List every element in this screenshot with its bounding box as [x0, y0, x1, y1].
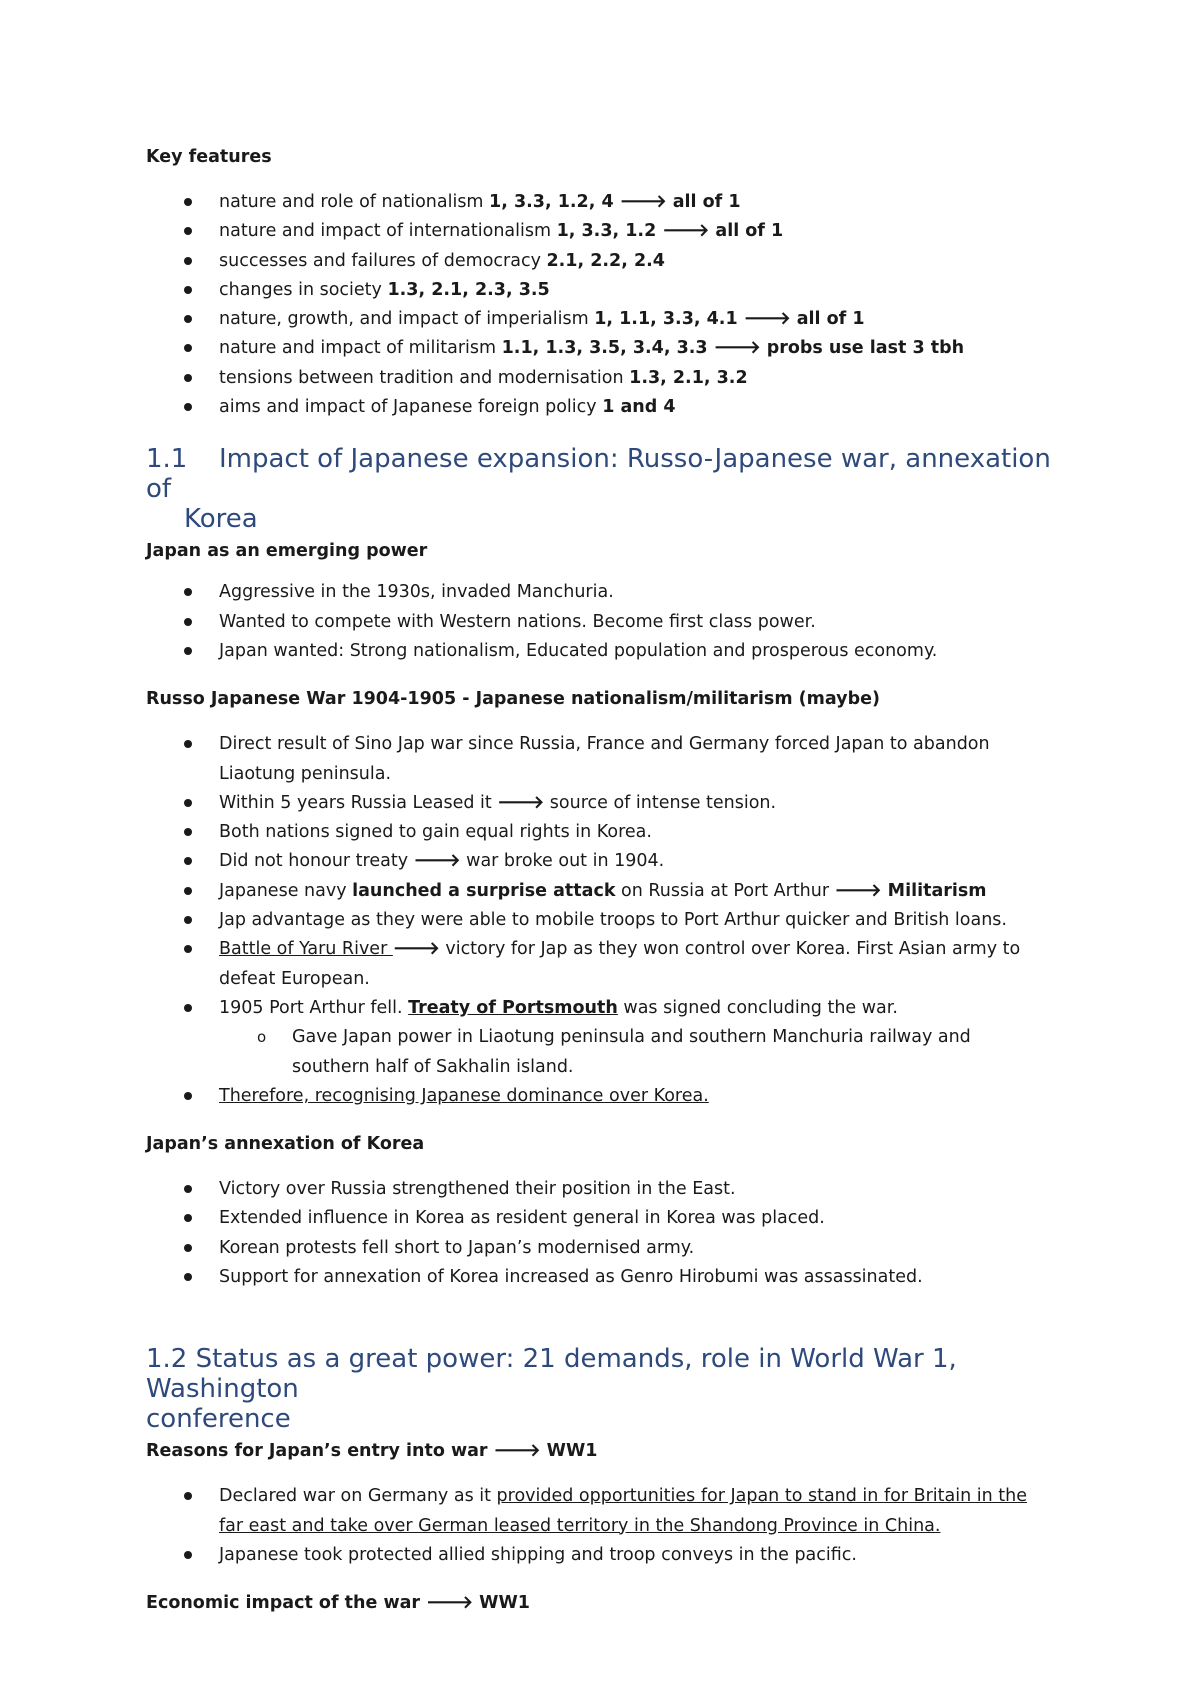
- bullet-icon: [184, 1492, 192, 1500]
- list-item: nature and impact of internationalism 1, 3.3, 1.2 🡒 all of 1: [146, 217, 1066, 246]
- list-item: Within 5 years Russia Leased it 🡒 source of intense tension.: [146, 789, 1066, 818]
- list-item: Japanese took protected allied shipping and troop conveys in the pacific.: [146, 1541, 1066, 1570]
- list-item: Declared war on Germany as it provided opportunities for Japan to stand in for Britain in the far east and take over German leased territory in the Shandong Province in China.: [146, 1482, 1066, 1541]
- bullet-icon: [184, 1551, 192, 1559]
- subheading-economic-impact: Economic impact of the war 🡒 WW1: [146, 1593, 530, 1614]
- bullet-icon: [184, 286, 192, 294]
- bullet-icon: [184, 945, 192, 953]
- list-item: Direct result of Sino Jap war since Russia, France and Germany forced Japan to abandon Liaotung peninsula.: [146, 730, 1066, 789]
- document-body: [146, 146, 1066, 1634]
- list-item: 1905 Port Arthur fell. Treaty of Portsmouth was signed concluding the war. o Gave Japan power in Liaotung peninsula and southern Manchuria railway and southern half of Sakhalin island.: [146, 994, 1066, 1082]
- bullet-icon: [184, 799, 192, 807]
- bullet-icon: [184, 227, 192, 235]
- bullet-icon: [184, 647, 192, 655]
- arrow-icon: 🡒: [619, 192, 667, 212]
- bullet-icon: [184, 916, 192, 924]
- list-item: Both nations signed to gain equal rights in Korea.: [146, 818, 1066, 847]
- bullet-icon: [184, 374, 192, 382]
- arrow-icon: 🡒: [497, 792, 545, 813]
- bullet-icon: [184, 588, 192, 596]
- list-item: aims and impact of Japanese foreign policy 1 and 4: [146, 393, 1066, 422]
- bullet-icon: [184, 1214, 192, 1222]
- list-item: successes and failures of democracy 2.1, 2.2, 2.4: [146, 247, 1066, 276]
- list-item: Japan wanted: Strong nationalism, Educated population and prosperous economy.: [146, 637, 1066, 666]
- subheading-annexation-korea: Japan’s annexation of Korea: [146, 1134, 425, 1155]
- bullet-icon: [184, 1092, 192, 1100]
- emerging-power-list: [146, 578, 1066, 666]
- list-item: Did not honour treaty 🡒 war broke out in 1904.: [146, 847, 1066, 876]
- list-item: Wanted to compete with Western nations. Become first class power.: [146, 608, 1066, 637]
- bullet-icon: [184, 1244, 192, 1252]
- list-item: Extended influence in Korea as resident general in Korea was placed.: [146, 1204, 1066, 1233]
- bullet-icon: [184, 198, 192, 206]
- bullet-icon: [184, 1273, 192, 1281]
- arrow-icon: 🡒: [834, 880, 882, 901]
- list-item: Japanese navy launched a surprise attack on Russia at Port Arthur 🡒 Militarism: [146, 877, 1066, 906]
- list-item: tensions between tradition and modernisation 1.3, 2.1, 3.2: [146, 364, 1066, 393]
- list-item: Jap advantage as they were able to mobile troops to Port Arthur quicker and British loans.: [146, 906, 1066, 935]
- annexation-list: [146, 1175, 1066, 1292]
- entry-into-war-list: [146, 1482, 1066, 1570]
- russo-japanese-war-list: [146, 730, 1066, 1111]
- bullet-icon: [184, 257, 192, 265]
- sub-list-item: o Gave Japan power in Liaotung peninsula and southern Manchuria railway and southern half of Sakhalin island.: [257, 1027, 971, 1077]
- bullet-icon: [184, 887, 192, 895]
- bullet-icon: [184, 1004, 192, 1012]
- list-item: Support for annexation of Korea increased as Genro Hirobumi was assassinated.: [146, 1263, 1066, 1292]
- list-item: changes in society 1.3, 2.1, 2.3, 3.5: [146, 276, 1066, 305]
- arrow-icon: 🡒: [493, 1441, 541, 1462]
- arrow-icon: 🡒: [413, 851, 461, 872]
- bullet-icon: [184, 857, 192, 865]
- list-item: Aggressive in the 1930s, invaded Manchuria.: [146, 578, 1066, 607]
- arrow-icon: 🡒: [392, 939, 440, 960]
- bullet-icon: [184, 828, 192, 836]
- subheading-emerging-power: Japan as an emerging power: [146, 541, 428, 562]
- list-item: Korean protests fell short to Japan’s modernised army.: [146, 1234, 1066, 1263]
- section-heading-1-2: 1.2 Status as a great power: 21 demands, role in World War 1, Washington conference: [146, 1344, 957, 1435]
- subheading-entry-into-war: Reasons for Japan’s entry into war 🡒 WW1: [146, 1441, 598, 1462]
- bullet-icon: [184, 1185, 192, 1193]
- list-item: nature, growth, and impact of imperialism 1, 1.1, 3.3, 4.1 🡒 all of 1: [146, 305, 1066, 334]
- arrow-icon: 🡒: [662, 221, 710, 242]
- list-item: Battle of Yaru River 🡒 victory for Jap as they won control over Korea. First Asian army to defeat European.: [146, 935, 1066, 994]
- key-features-list: [146, 188, 1066, 422]
- list-item: nature and impact of militarism 1.1, 1.3, 3.5, 3.4, 3.3 🡒 probs use last 3 tbh: [146, 334, 1066, 363]
- section-heading-1-1: 1.1 Impact of Japanese expansion: Russo-Japanese war, annexation of Korea: [146, 444, 1051, 535]
- key-features-heading: Key features: [146, 147, 272, 167]
- bullet-icon: [184, 315, 192, 323]
- bullet-icon: [184, 740, 192, 748]
- bullet-icon: [184, 403, 192, 411]
- list-item: nature and role of nationalism 1, 3.3, 1.2, 4 🡒 all of 1: [146, 188, 1066, 217]
- list-item: Therefore, recognising Japanese dominance over Korea.: [146, 1082, 1066, 1111]
- bullet-icon: [184, 344, 192, 352]
- arrow-icon: 🡒: [713, 338, 761, 359]
- circle-bullet-icon: o: [257, 1028, 267, 1047]
- sub-list: [219, 1023, 1066, 1082]
- arrow-icon: 🡒: [426, 1593, 474, 1614]
- bullet-icon: [184, 618, 192, 626]
- subheading-russo-japanese-war: Russo Japanese War 1904-1905 - Japanese nationalism/militarism (maybe): [146, 689, 880, 710]
- list-item: Victory over Russia strengthened their position in the East.: [146, 1175, 1066, 1204]
- arrow-icon: 🡒: [743, 309, 791, 330]
